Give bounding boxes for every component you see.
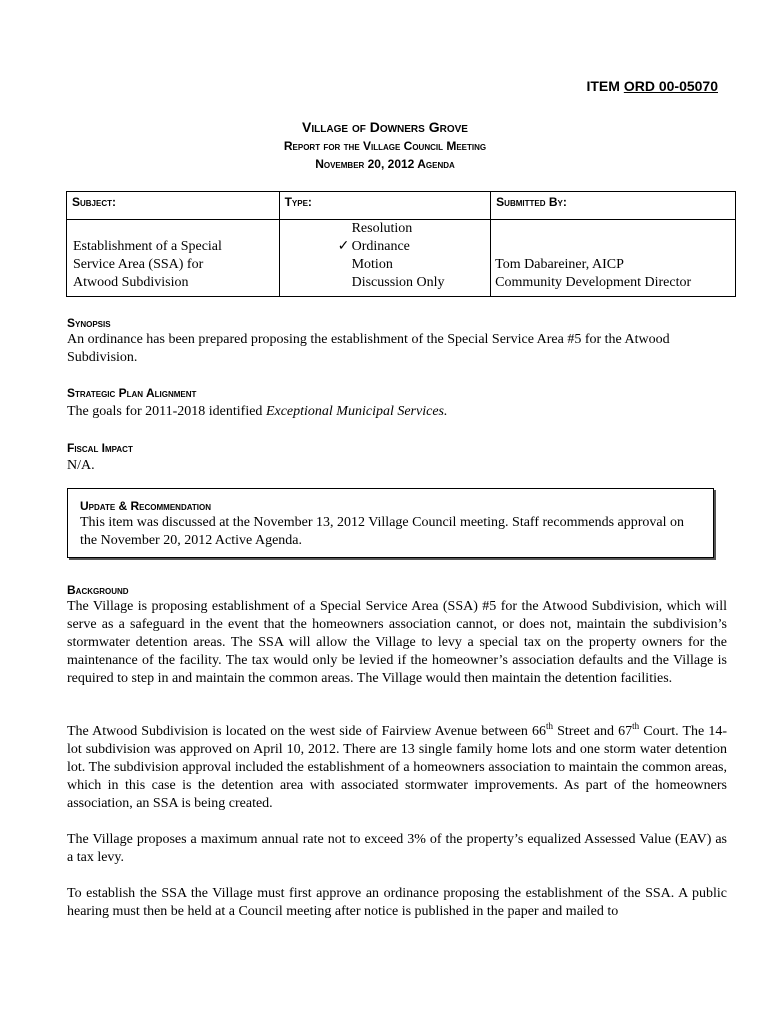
fiscal-impact-text: N/A. <box>67 458 95 473</box>
subject-text <box>73 238 273 292</box>
subject-line: Establishment of a Special <box>73 239 222 254</box>
subject-cell <box>67 220 280 297</box>
update-text: This item was discussed at the November 13, 2012 Village Council meeting. Staff recommends approval on the November 20, 2012 Active Agenda. <box>80 515 685 548</box>
submitted-cell <box>491 220 736 297</box>
item-number <box>586 78 718 94</box>
update-recommendation-box <box>67 488 714 558</box>
type-option-motion: Motion <box>351 257 393 272</box>
check-icon: ✓ <box>337 239 350 254</box>
subject-label: Subject: <box>67 192 280 220</box>
header-village: Village of Downers Grove <box>302 119 468 135</box>
background-paragraph-4: To establish the SSA the Village must first approve an ordinance proposing the establishment of the SSA. A public hearing must then be held at a Council meeting after notice is published in the paper and mailed to <box>67 886 727 919</box>
background-paragraph-2: The Atwood Subdivision is located on the west side of Fairview Avenue between 66th Street and 67th Court. The 14-lot subdivision was approved on April 10, 2012. There are 13 single family home lots and one storm water detention lot. The subdivision approval included the establishment of a homeowners association to maintain the common areas, which in this case is the detention area with associated stormwater improvements. As part of the homeowners association, an SSA is being created. <box>67 721 727 811</box>
update-title: Update & Recommendation <box>80 499 212 513</box>
item-number-value: ORD 00-05070 <box>623 78 718 94</box>
header-report: Report for the Village Council Meeting <box>283 139 487 153</box>
subject-line: Service Area (SSA) for <box>73 257 204 272</box>
fiscal-impact-title: Fiscal Impact <box>67 441 133 455</box>
submitter-name: Tom Dabareiner, AICP <box>495 257 624 272</box>
type-label: Type: <box>279 192 491 220</box>
background-paragraph-3: The Village proposes a maximum annual rate not to exceed 3% of the property’s equalized Assessed Value (EAV) as a tax levy. <box>67 832 727 865</box>
background-title: Background <box>67 583 129 597</box>
subject-line: Atwood Subdivision <box>73 275 189 290</box>
strategic-plan-text: The goals for 2011-2018 identified Exceptional Municipal Services. <box>67 404 448 419</box>
type-option-resolution: Resolution <box>351 221 413 236</box>
strategic-plan-title: Strategic Plan Alignment <box>67 386 197 400</box>
synopsis-text: An ordinance has been prepared proposing the establishment of the Special Service Area #5 for the Atwood Subdivision. <box>67 332 670 365</box>
type-options <box>337 220 445 292</box>
info-table <box>66 191 736 297</box>
item-prefix: ITEM <box>586 78 620 94</box>
synopsis-title: Synopsis <box>67 316 111 330</box>
submitter-title: Community Development Director <box>495 275 692 290</box>
submitted-label: Submitted By: <box>491 192 736 220</box>
submitted-by <box>495 256 691 292</box>
header-agenda: November 20, 2012 Agenda <box>315 157 455 171</box>
type-cell <box>279 220 491 297</box>
background-paragraph-1: The Village is proposing establishment of a Special Service Area (SSA) #5 for the Atwood Subdivision, which will serve as a safeguard in the event that the homeowners association cannot, or does not, maintain the subdivision’s stormwater detention areas. The SSA will allow the Village to levy a special tax on the property owners for the maintenance of the facility. The tax would only be levied if the homeowner’s association defaults and the Village is required to step in and maintain the common areas. The Village would then maintain the detention facilities. <box>67 599 727 686</box>
type-option-discussion: Discussion Only <box>351 275 445 290</box>
type-option-ordinance: ✓ Ordinance <box>337 239 410 254</box>
